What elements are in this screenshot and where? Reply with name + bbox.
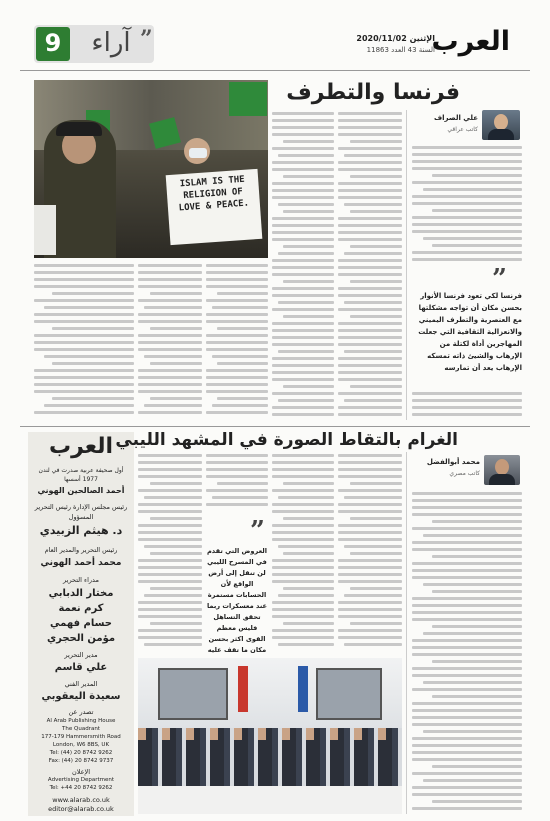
flag-icon (238, 666, 248, 712)
sidebar-editor: حسام فهمي (50, 618, 112, 629)
sidebar-logo: العرب (48, 434, 113, 459)
issue-date: الإثنين 2020/11/02 (356, 34, 435, 43)
article1-pullquote: فرنسا لكي تعود فرنسا الأنوار بحسن مكان أن تواجه مشكلتها مع العنصرية والتطرف اليميني والانعزالية الثقافية التي جعلت المهاجرين أداة لكتلة من الإرهاب والشيئ ذاته تمسكه الإرهاب يعد أن تمارسه (418, 292, 522, 372)
quote-icon: ” (250, 516, 265, 546)
masthead-logo: العرب (431, 26, 510, 57)
article2-body-col2 (338, 454, 402, 652)
flag-icon (229, 82, 267, 116)
article2-body-col3 (272, 454, 334, 652)
sidebar-editor: مختار الدبابي (48, 588, 114, 599)
article1-body-col6 (34, 264, 134, 422)
sidebar-web[interactable]: www.alarab.co.uk (52, 796, 110, 804)
protest-photo (34, 80, 268, 258)
sidebar-ads-label: الإعلان (71, 768, 91, 776)
author2-name: محمد أبوالفضل (426, 458, 480, 466)
flag-icon (298, 666, 308, 712)
sidebar-email[interactable]: editor@alarab.co.uk (48, 805, 114, 813)
article2-pullquote: العروض التي تقدم في المسرح الليبي لن تنقل إلى أرض الواقع لأن الحسابات مستمرة عند معسكرات ربما تحقق التساهل فليس معظم القوى اكثر بحسن مكان ما تقف عليه (206, 547, 268, 654)
author1-photo (482, 110, 520, 140)
sidebar-address: 177-179 Hammersmith Road (41, 734, 121, 740)
sidebar-editors-label: مدراء التحرير (63, 576, 99, 584)
sidebar-address: Al Arab Publishing House (46, 718, 116, 724)
sidebar-chief: د. هيثم الزبيدي (39, 524, 123, 537)
sidebar-address: Fax: (44) 20 8742 9737 (48, 758, 114, 764)
sidebar-desk-label: مدير التحرير (64, 651, 98, 659)
author1-role: كاتب عراقي (447, 126, 478, 133)
sidebar-art: سعيدة اليعقوبي (41, 691, 121, 702)
page-header (0, 0, 550, 72)
sidebar-editor: مؤمن الحجري (46, 633, 116, 644)
article1-body-col5 (138, 264, 202, 422)
article2-title: الغرام بالتقاط الصورة في المشهد الليبي (115, 430, 458, 450)
sidebar-gm: محمد أحمد الهوني (40, 558, 122, 568)
quote-icon: ” (140, 26, 153, 52)
article2-body-col5 (138, 454, 202, 652)
sidebar-address: The Quadrant (62, 726, 100, 732)
article1-body-col2 (338, 112, 402, 422)
sidebar-ads: Advertising Department (47, 777, 115, 783)
article2-body-col1 (412, 492, 522, 814)
author2-role: كاتب مصري (449, 470, 480, 477)
meeting-photo (138, 658, 402, 814)
page-number: 9 (44, 29, 62, 57)
sidebar-editor: علي قاسم (54, 662, 108, 673)
sidebar-founder: أحمد الصالحين الهوني (37, 486, 125, 495)
sidebar-address: Tel: (44) 20 8742 9262 (49, 750, 113, 756)
quote-icon: ” (492, 264, 507, 294)
sidebar-publisher-label: تصدر عن (68, 708, 94, 716)
article1-body-col1b (412, 392, 522, 422)
sidebar-gm-label: رئيس التحرير والمدير العام (44, 546, 118, 554)
sidebar-ads-tel: Tel: +44 20 8742 9262 (49, 785, 113, 791)
article1-body-col1 (412, 146, 522, 266)
author2-photo (484, 455, 520, 485)
sidebar-address: London, W6 8BS, UK (52, 742, 110, 748)
sidebar-board-label: رئيس مجلس الإدارة رئيس التحرير المسؤول (34, 503, 128, 521)
article1-body-col4 (206, 264, 268, 422)
issue-number: السنة 43 العدد 11863 (366, 46, 435, 54)
article1-title: فرنسا والتطرف (286, 80, 460, 105)
sidebar-founded: أول صحيفة عربية صدرت في لندن 1977 أسسها (38, 467, 124, 483)
article2-body-col4a (206, 454, 268, 514)
author1-name: علي الصراف (434, 114, 478, 122)
article1-body-col3 (272, 112, 334, 422)
sidebar-art-label: المدير الفني (64, 680, 98, 688)
sidebar-editor: كرم نعمة (58, 603, 104, 614)
section-title: آراء (91, 28, 131, 58)
protest-sign: ISLAM IS THE RELIGION OF LOVE & PEACE. (166, 169, 263, 245)
